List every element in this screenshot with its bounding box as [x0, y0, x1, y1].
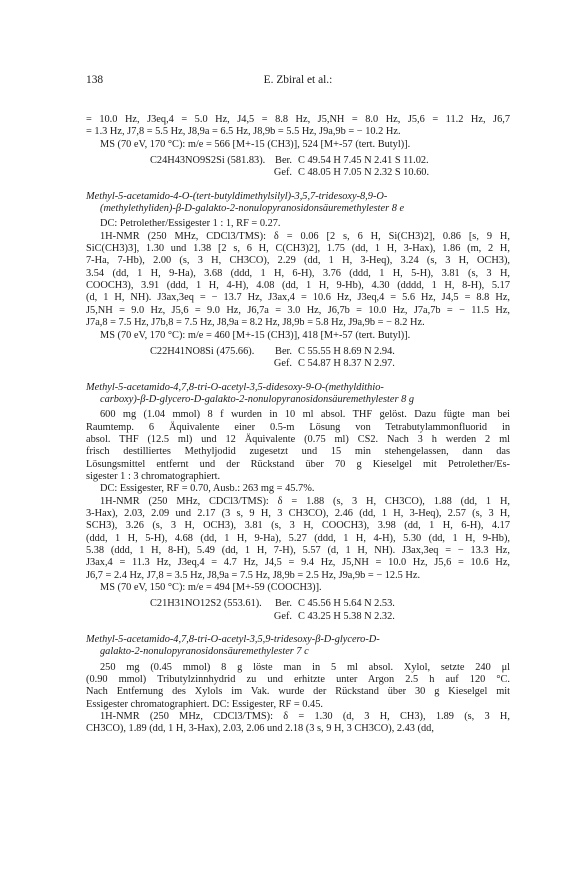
calc-label: Ber. — [275, 345, 292, 357]
body-line: 3.54 (dd, 1 H, 9-Ha), 3.68 (ddd, 1 H, 6-H), 3.76 (ddd, 1 H, 5-H), 3.81 (s, 3 H, — [86, 267, 510, 279]
calc-label: Ber. — [275, 155, 292, 167]
molecular-formula: C22H41NO8Si (475.66). — [150, 345, 255, 357]
calc-values: C 55.55 H 8.69 N 2.94. — [298, 345, 395, 357]
spacer — [150, 358, 270, 370]
body-line: J3ax,4 = 11.3 Hz, J3eq,4 = 4.7 Hz, J4,5 = 9.4 Hz, J5,NH = 10.0 Hz, J5,6 = 10.6 Hz, — [86, 557, 510, 569]
compound-title-line: (methylethyliden)-β-D-galakto-2-nonulopyranosidonsäuremethylester 8 e — [100, 203, 405, 215]
elemental-analysis — [86, 155, 510, 180]
compound-title-line: Methyl-5-acetamido-4-O-(tert-butyldimethylsilyl)-3,5,7-tridesoxy-8,9-O- — [86, 190, 388, 202]
found-label: Gef. — [273, 167, 292, 179]
body-line: SiC(CH3)3], 1.30 und 1.38 [2 s, 6 H, C(CH3)2], 1.75 (dd, 1 H, 3-Hax), 1.86 (m, 2 H, — [86, 243, 510, 255]
body-line: absol. THF (12.5 ml) und 12 Äquivalente (0.75 ml) CS2. Nach 3 h werden 2 ml — [86, 433, 510, 445]
body-line: Essigester chromatographiert. DC: Essigester, RF = 0.45. — [86, 698, 323, 710]
compound-title — [86, 191, 510, 216]
calc-label: Ber. — [275, 598, 292, 610]
molecular-formula: C21H31NO12S2 (553.61). — [150, 598, 262, 610]
calc-values: C 49.54 H 7.45 N 2.41 S 11.02. — [298, 155, 429, 167]
body-line: DC: Petrolether/Essigester 1 : 1, RF = 0.27. — [100, 218, 281, 230]
molecular-formula: C24H43NO9S2Si (581.83). — [150, 155, 266, 167]
page-header — [86, 74, 510, 90]
body-line: frisch destilliertes Methyljodid zugesetzt und 15 min stehengelassen, dann das — [86, 446, 510, 458]
body-line: 5.38 (ddd, 1 H, 8-H), 5.49 (dd, 1 H, 7-H), 5.57 (d, 1 H, NH). J3ax,3eq = − 13.3 Hz, — [86, 545, 510, 556]
body-line: = 1.3 Hz, J7,8 = 5.5 Hz, J8,9a = 6.5 Hz, J8,9b = 5.5 Hz, J9a,9b = − 10.2 Hz. — [86, 126, 401, 138]
body-line: COOCH3), 3.91 (ddd, 1 H, 4-H), 4.08 (dd, 1 H, 9-Hb), 4.30 (dddd, 1 H, 8-H), 5.17 — [86, 280, 510, 292]
page — [86, 74, 510, 736]
body-line: 7-Ha, 7-Hb), 2.00 (s, 3 H, CH3CO), 2.29 (dd, 1 H, 3-Heq), 3.24 (s, 3 H, OCH3), — [86, 255, 510, 267]
spacer — [150, 167, 270, 179]
body-line: Nach Entfernung des Xylols im Vak. wurde der Rückstand über 30 g Kieselgel mit — [86, 686, 510, 698]
body-line: SCH3), 3.26 (s, 3 H, OCH3), 3.81 (s, 3 H, COOCH3), 3.98 (dd, 1 H, 6-H), 4.17 — [86, 520, 510, 532]
body-line: sigester 1 : 3 chromatographiert. — [86, 470, 221, 482]
body-line: Raumtemp. 6 Äquivalente einer 0.5-m Lösung von Tetrabutylammonfluorid in — [86, 421, 510, 433]
body-line: 1H-NMR (250 MHz, CDCl3/TMS): δ = 1.88 (s, 3 H, CH3CO), 1.88 (dd, 1 H, — [100, 495, 510, 507]
compound-title-line: Methyl-5-acetamido-4,7,8-tri-O-acetyl-3,5-didesoxy-9-O-(methyldithio- — [86, 381, 384, 393]
body-line: J6,7 = 2.4 Hz, J7,8 = 3.5 Hz, J8,9a = 7.5 Hz, J8,9b = 2.5 Hz, J9a,9b = − 12.5 Hz. — [86, 569, 421, 581]
body-line: MS (70 eV, 170 °C): m/e = 460 [M+-15 (CH3)], 418 [M+-57 (tert. Butyl)]. — [100, 329, 411, 341]
body-line: 600 mg (1.04 mmol) 8 f wurden in 10 ml absol. THF gelöst. Dazu fügte man bei — [100, 409, 510, 421]
body-line: J5,NH = 9.0 Hz, J5,6 = 9.0 Hz, J6,7a = 3.0 Hz, J6,7b = 10.0 Hz, J7a,7b = − 11.5 Hz, — [86, 304, 510, 316]
body-line: MS (70 eV, 150 °C): m/e = 494 [M+-59 (COOCH3)]. — [100, 582, 322, 594]
body-line: J7a,8 = 7.5 Hz, J7b,8 = 7.5 Hz, J8,9a = 8.2 Hz, J8,9b = 5.8 Hz, J9a,9b = − 8.2 Hz. — [86, 317, 425, 329]
elemental-analysis — [86, 598, 510, 623]
found-values: C 43.25 H 5.38 N 2.32. — [298, 610, 395, 622]
page-number: 138 — [86, 74, 104, 86]
calc-values: C 45.56 H 5.64 N 2.53. — [298, 598, 395, 610]
found-values: C 54.87 H 8.37 N 2.97. — [298, 358, 395, 370]
body-line: 1H-NMR (250 MHz, CDCl3/TMS): δ = 1.30 (d, 3 H, CH3), 1.89 (s, 3 H, — [100, 711, 510, 723]
body-line: MS (70 eV, 170 °C): m/e = 566 [M+-15 (CH3)], 524 [M+-57 (tert. Butyl)]. — [100, 138, 411, 150]
compound-title-line: Methyl-5-acetamido-4,7,8-tri-O-acetyl-3,5,9-tridesoxy-β-D-glycero-D- — [86, 634, 380, 646]
body-line: CH3CO), 1.89 (dd, 1 H, 3-Hax), 2.03, 2.06 und 2.18 (3 s, 9 H, 3 CH3CO), 2.43 (dd, — [86, 723, 434, 735]
body-line: (d, 1 H, NH). J3ax,3eq = − 13.7 Hz, J3ax,4 = 10.6 Hz, J3eq,4 = 5.6 Hz, J4,5 = 8.8 Hz, — [86, 292, 510, 304]
compound-title — [86, 634, 510, 659]
body-line: (0.90 mmol) Tributylzinnhydrid zu und erhitzte unter Argon 2.5 h auf 120 °C. — [86, 674, 510, 686]
found-values: C 48.05 H 7.05 N 2.32 S 10.60. — [298, 167, 430, 179]
elemental-analysis — [86, 346, 510, 371]
body-line: = 10.0 Hz, J3eq,4 = 5.0 Hz, J4,5 = 8.8 Hz, J5,NH = 8.0 Hz, J5,6 = 11.2 Hz, J6,7 — [86, 114, 510, 125]
body-line: 3-Hax), 2.03, 2.09 und 2.17 (3 s, 9 H, 3 CH3CO), 2.46 (dd, 1 H, 3-Heq), 2.57 (s, 3 H, — [86, 507, 510, 519]
found-label: Gef. — [273, 610, 292, 622]
body-line: (ddd, 1 H, 5-H), 4.68 (dd, 1 H, 9-Ha), 5.27 (ddd, 1 H, 4-H), 5.30 (dd, 1 H, 9-Hb), — [86, 532, 510, 544]
body-line: 1H-NMR (250 MHz, CDCl3/TMS): δ = 0.06 [2 s, 6 H, Si(CH3)2], 0.86 [s, 9 H, — [100, 230, 510, 242]
compound-title-line: galakto-2-nonulopyranosidonsäuremethylester 7 c — [100, 646, 309, 658]
compound-title-line: carboxy)-β-D-glycero-D-galakto-2-nonulopyranosidonsäuremethylester 8 g — [100, 393, 415, 405]
body-line: DC: Essigester, RF = 0.70, Ausb.: 263 mg = 45.7%. — [100, 483, 315, 495]
running-title: E. Zbiral et al.: — [263, 74, 333, 86]
spacer — [150, 611, 270, 623]
body-line: 250 mg (0.45 mmol) 8 g löste man in 5 ml absol. Xylol, setzte 240 μl — [100, 661, 510, 673]
compound-title — [86, 382, 510, 407]
found-label: Gef. — [273, 358, 292, 370]
body-line: Lösungsmittel entfernt und der Rückstand über 70 g Kieselgel mit Petrolether/Es- — [86, 458, 510, 470]
